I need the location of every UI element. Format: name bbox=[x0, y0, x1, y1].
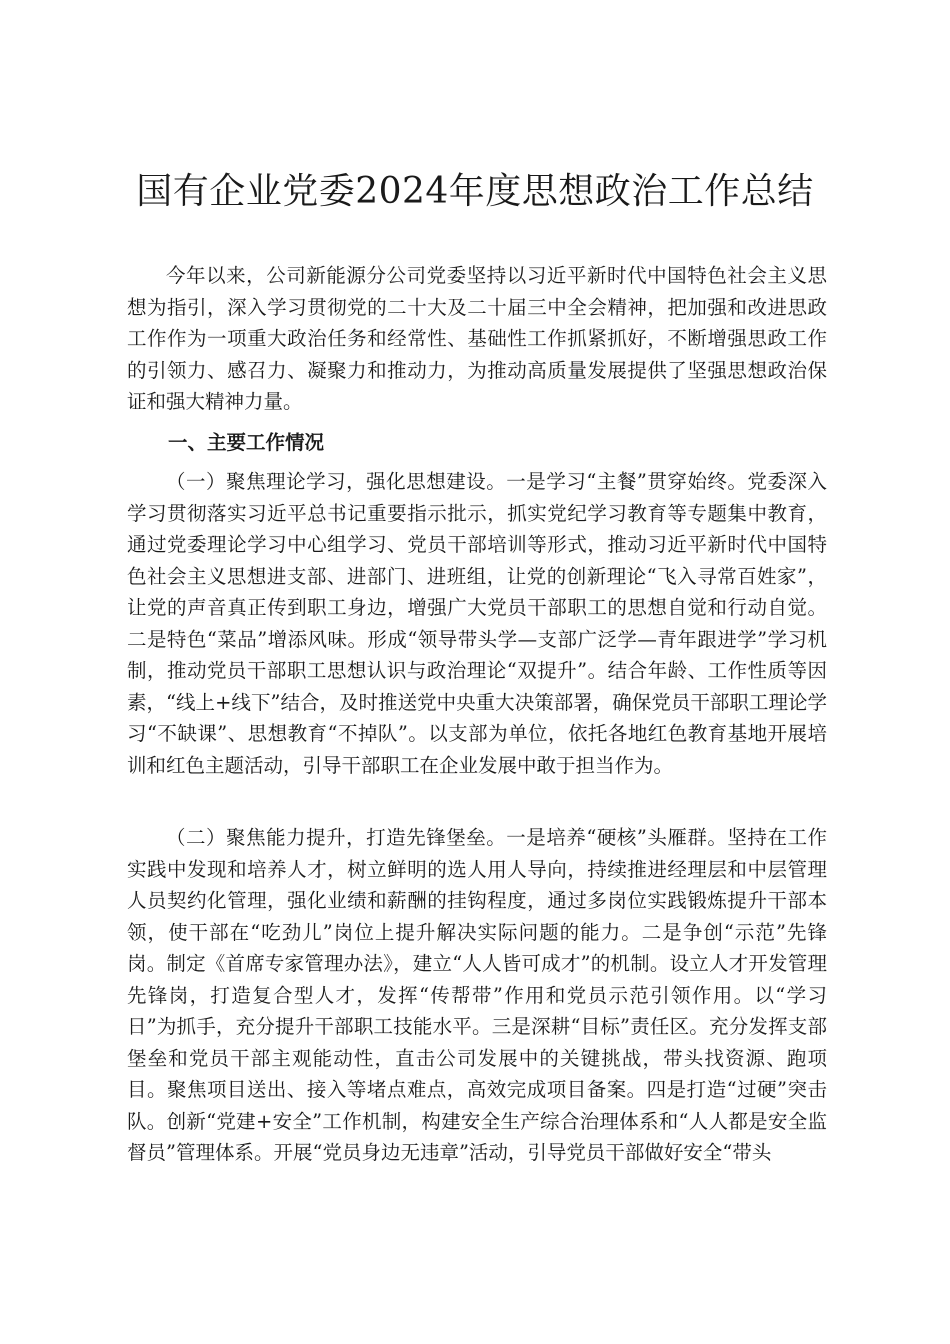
body-paragraph-1: （一）聚焦理论学习，强化思想建设。一是学习“主餐”贯穿始终。党委深入学习贯彻落实习近平总书记重要指示批示，抓实党纪学习教育等专题集中教育，通过党委理论学习中心组学习、党员干部培训等形式，推动习近平新时代中国特色社会主义思想进支部、进部门、进班组，让党的创新理论“飞入寻常百姓家”，让党的声音真正传到职工身边，增强广大党员干部职工的思想自觉和行动自觉。二是特色“菜品”增添风味。形成“领导带头学—支部广泛学—青年跟进学”学习机制，推动党员干部职工思想认识与政治理论“双提升”。结合年龄、工作性质等因素，“线上+线下”结合，及时推送党中央重大决策部署，确保党员干部职工理论学习“不缺课”、思想教育“不掉队”。以支部为单位，依托各地红色教育基地开展培训和红色主题活动，引导干部职工在企业发展中敢于担当作为。 bbox=[127, 470, 827, 777]
body-paragraph-2: （二）聚焦能力提升，打造先锋堡垒。一是培养“硬核”头雁群。坚持在工作实践中发现和培养人才，树立鲜明的选人用人导向，持续推进经理层和中层管理人员契约化管理，强化业绩和薪酬的挂钩程度，通过多岗位实践锻炼提升干部本领，使干部在“吃劲儿”岗位上提升解决实际问题的能力。二是争创“示范”先锋岗。制定《首席专家管理办法》，建立“人人皆可成才”的机制。设立人才开发管理先锋岗，打造复合型人才，发挥“传帮带”作用和党员示范引领作用。以“学习日”为抓手，充分提升干部职工技能水平。三是深耕“目标”责任区。充分发挥支部堡垒和党员干部主观能动性，直击公司发展中的关键挑战，带头找资源、跑项目。聚焦项目送出、接入等堵点难点，高效完成项目备案。四是打造“过硬”突击队。创新“党建+安全”工作机制，构建安全生产综合治理体系和“人人都是安全监督员”管理体系。开展“党员身边无违章”活动，引导党员干部做好安全“带头 bbox=[127, 826, 827, 1164]
intro-paragraph: 今年以来，公司新能源分公司党委坚持以习近平新时代中国特色社会主义思想为指引，深入学习贯彻党的二十大及二十届三中全会精神，把加强和改进思政工作作为一项重大政治任务和经常性、基础性工作抓紧抓好，不断增强思政工作的引领力、感召力、凝聚力和推动力，为推动高质量发展提供了坚强思想政治保证和强大精神力量。 bbox=[127, 264, 827, 413]
document-title: 国有企业党委2024年度思想政治工作总结 bbox=[136, 171, 814, 212]
section-heading: 一、主要工作情况 bbox=[168, 431, 325, 454]
